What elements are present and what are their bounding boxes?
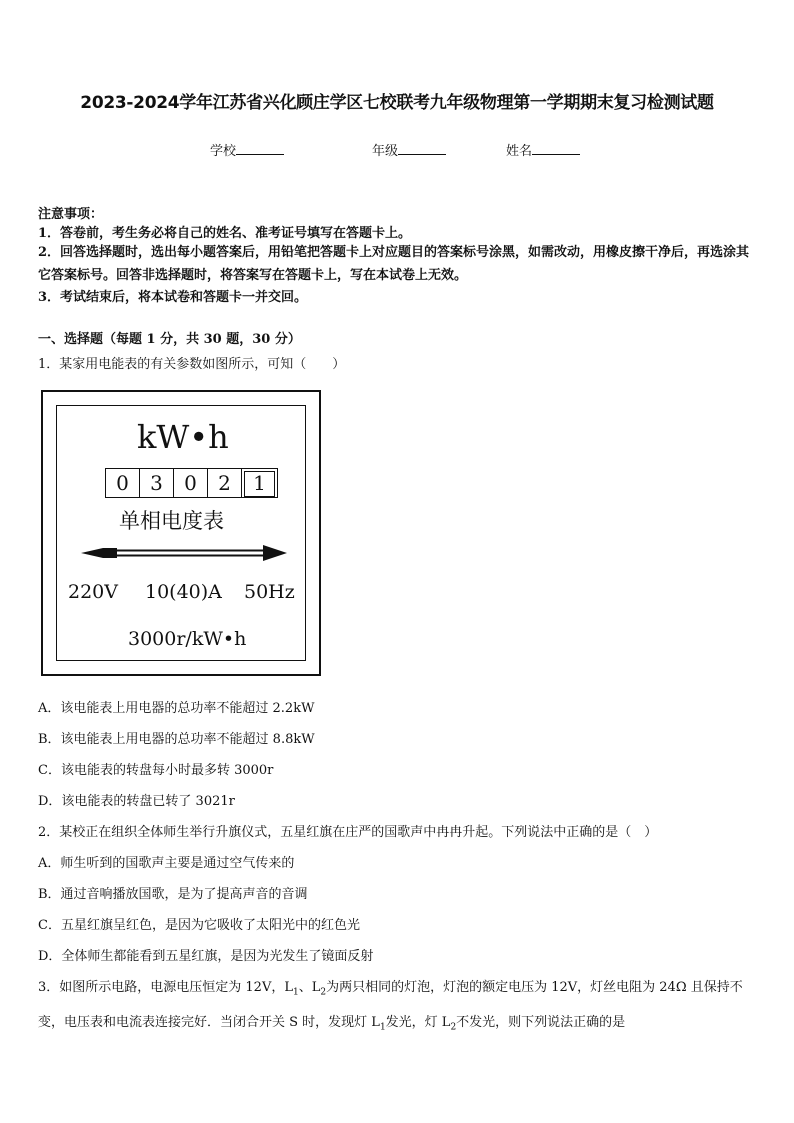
meter-digit: 2 (207, 468, 242, 498)
q1-option-a: A．该电能表上用电器的总功率不能超过 2.2kW (38, 701, 315, 716)
q1-stem: 1．某家用电能表的有关参数如图所示，可知（ ） (38, 357, 346, 372)
q2-option-b: B．通过音响播放国歌，是为了提高声音的音调 (38, 887, 308, 902)
grade-field (372, 140, 446, 159)
meter-unit: kW•h (137, 418, 229, 456)
grade-blank (398, 142, 446, 155)
q3-subscript: 2 (450, 1022, 457, 1033)
meter-digit: 0 (105, 468, 140, 498)
notice-item-2: 2．回答选择题时，选出每小题答案后，用铅笔把答题卡上对应题目的答案标号涂黑，如需改动，用橡皮擦干净后，再选涂其它答案标号。回答非选择题时，将答案写在答题卡上，写在本试卷上无效。 (38, 245, 750, 283)
name-blank (532, 142, 580, 155)
meter-digit: 0 (173, 468, 208, 498)
energy-meter-figure (41, 390, 321, 676)
meter-digit-decimal-value: 1 (244, 471, 275, 497)
notice-item-3: 3．考试结束后，将本试卷和答题卡一并交回。 (38, 290, 308, 305)
q3-text: 、L (298, 980, 321, 995)
meter-name: 单相电度表 (119, 509, 224, 533)
q1-option-c: C．该电能表的转盘每小时最多转 3000r (38, 763, 274, 778)
section-heading: 一、选择题（每题 1 分，共 30 题，30 分） (38, 332, 301, 347)
q3-subscript: 1 (292, 987, 299, 998)
q2-option-c: C．五星红旗呈红色，是因为它吸收了太阳光中的红色光 (38, 918, 360, 933)
notice-item-1: 1．答卷前，考生务必将自己的姓名、准考证号填写在答题卡上。 (38, 226, 412, 241)
q2-stem: 2．某校正在组织全体师生举行升旗仪式，五星红旗在庄严的国歌声中冉冉升起。下列说法中正确的是（ ） (38, 825, 658, 840)
q2-option-a: A．师生听到的国歌声主要是通过空气传来的 (38, 856, 295, 871)
meter-panel (56, 405, 306, 661)
meter-voltage: 220V (68, 581, 118, 603)
q3-subscript: 2 (320, 987, 327, 998)
notice-heading: 注意事项： (38, 207, 104, 222)
meter-frequency: 50Hz (244, 581, 295, 603)
name-label: 姓名 (506, 144, 533, 159)
grade-label: 年级 (372, 144, 399, 159)
q3-text: 发光，灯 L (385, 1014, 451, 1030)
school-blank (236, 142, 284, 155)
meter-arrow-icon (81, 542, 287, 564)
meter-digit: 3 (139, 468, 174, 498)
school-label: 学校 (210, 144, 237, 159)
q3-subscript: 1 (379, 1022, 386, 1033)
q1-option-d: D．该电能表的转盘已转了 3021r (38, 794, 235, 809)
school-field (210, 140, 284, 159)
q3-stem (38, 973, 760, 1042)
name-field (506, 140, 580, 159)
meter-reading (105, 468, 277, 498)
meter-constant: 3000r/kW•h (128, 628, 247, 650)
q1-option-b: B．该电能表上用电器的总功率不能超过 8.8kW (38, 732, 315, 747)
q3-text: 3．如图所示电路，电源电压恒定为 12V，L (38, 980, 293, 995)
meter-digit-decimal (241, 468, 278, 498)
q3-text: 不发光，则下列说法正确的是 (456, 1014, 626, 1030)
page-title: 2023-2024学年江苏省兴化顾庄学区七校联考九年级物理第一学期期末复习检测试题 (80, 93, 714, 113)
meter-current: 10(40)A (145, 581, 222, 603)
q3-text: 为两只相同的灯泡，灯泡的额定电压为 12V，灯丝电阻为 24Ω 且保持不变，电压表和电流表连接完好．当闭合开关 S 时，发现灯 L (38, 980, 743, 1030)
q2-option-d: D．全体师生都能看到五星红旗，是因为光发生了镜面反射 (38, 949, 374, 964)
